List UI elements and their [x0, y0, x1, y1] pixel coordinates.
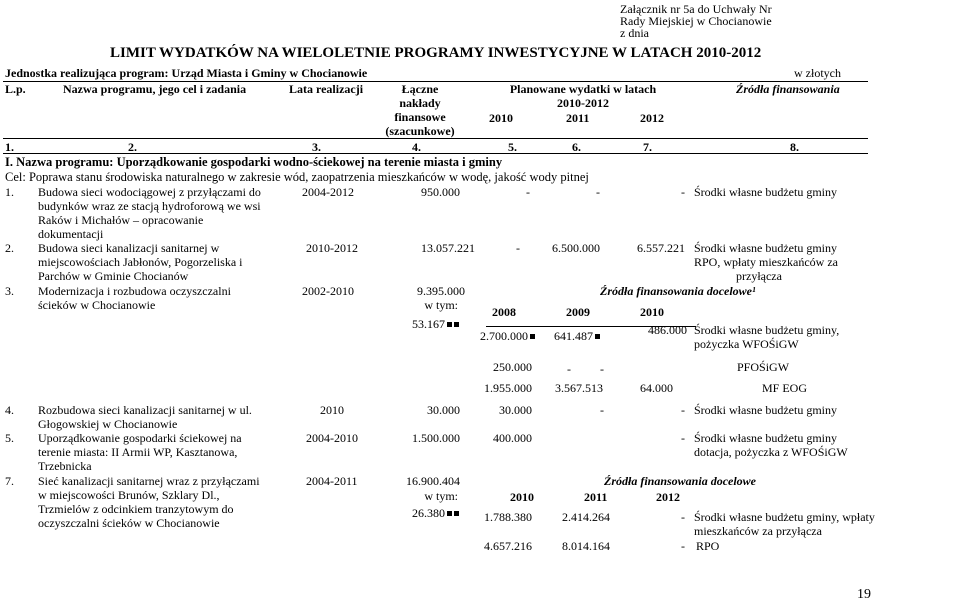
- header-year-2011: 2011: [566, 111, 590, 125]
- col-num-7: 7.: [643, 140, 652, 154]
- header-program-name: Nazwa programu, jego cel i zadania: [63, 82, 247, 96]
- currency-note: w złotych: [794, 66, 841, 80]
- row-source: przyłącza: [736, 269, 782, 283]
- row-years: 2004-2011: [306, 474, 358, 488]
- sub-source: pożyczka WFOŚiGW: [694, 337, 799, 351]
- marker-square-icon: [454, 322, 459, 327]
- row-lp: 3.: [5, 284, 14, 298]
- row-name: Rozbudowa sieci kanalizacji sanitarnej w ul.: [38, 403, 252, 417]
- row-source: Środki własne budżetu gminy: [694, 185, 837, 199]
- row-name: Parchów w Gminie Chocianów: [38, 269, 189, 283]
- annex-line-1: Załącznik nr 5a do Uchwały Nr: [620, 2, 772, 16]
- sub-value: -: [567, 362, 571, 376]
- row-total-sub: 26.380: [412, 506, 459, 520]
- row-2011: 6.500.000: [552, 241, 600, 255]
- row-total: 1.500.000: [412, 431, 460, 445]
- sub-value: 3.567.513: [555, 381, 603, 395]
- row-total: 30.000: [427, 403, 460, 417]
- annex-line-2: Rady Miejskiej w Chocianowie: [620, 14, 772, 28]
- row-years: 2010-2012: [306, 241, 358, 255]
- row-name: Raków i Michałów – opracowanie: [38, 213, 204, 227]
- row-source: RPO, wpłaty mieszkańców za: [694, 255, 838, 269]
- sub-year: 2010: [510, 490, 534, 504]
- marker-square-icon: [447, 511, 452, 516]
- row-2010: 400.000: [493, 431, 532, 445]
- row-2011: -: [600, 403, 604, 417]
- row-years: 2002-2010: [302, 284, 354, 298]
- sub-value: 2.700.000: [480, 329, 535, 343]
- marker-square-icon: [530, 334, 535, 339]
- col-num-8: 8.: [790, 140, 799, 154]
- row-total: 13.057.221: [421, 241, 475, 255]
- sub-value: -: [681, 539, 685, 553]
- header-planned: Planowane wydatki w latach: [509, 82, 657, 96]
- header-total-4: (szacunkowe): [385, 124, 455, 138]
- header-total-3: finansowe: [394, 110, 446, 124]
- row-name: miejscowościach Jabłonów, Pogorzeliska i: [38, 255, 243, 269]
- sub-value: 2.414.264: [562, 510, 610, 524]
- row-name: oczyszczalni ścieków w Chocianowie: [38, 516, 220, 530]
- sub-source: RPO: [696, 539, 720, 553]
- row-name: terenie miasta: II Armii WP, Kasztanowa,: [38, 445, 238, 459]
- rule-header-bottom: [3, 138, 868, 139]
- header-sources: Źródła finansowania: [736, 82, 840, 96]
- row-lp: 5.: [5, 431, 14, 445]
- row-total: 950.000: [421, 185, 460, 199]
- document-title: LIMIT WYDATKÓW NA WIELOLETNIE PROGRAMY INWESTYCYJNE W LATACH 2010-2012: [110, 45, 762, 61]
- header-year-2010: 2010: [489, 111, 513, 125]
- row-total-note: w tym:: [424, 489, 458, 503]
- annex-line-3: z dnia: [620, 26, 649, 40]
- sub-source: Środki własne budżetu gminy,: [694, 323, 840, 337]
- sub-year: 2010: [640, 305, 664, 319]
- row-name: Uporządkowanie gospodarki ściekowej na: [38, 431, 242, 445]
- row-2011: -: [596, 185, 600, 199]
- header-year-2012: 2012: [640, 111, 664, 125]
- sub-value: -: [681, 510, 685, 524]
- col-num-2: 2.: [128, 140, 137, 154]
- row-2012: -: [681, 403, 685, 417]
- row-source: Środki własne budżetu gminy: [694, 241, 837, 255]
- row-name: Budowa sieci kanalizacji sanitarnej w: [38, 241, 220, 255]
- sub-value: 64.000: [640, 381, 673, 395]
- row-2010: 30.000: [499, 403, 532, 417]
- program-name: I. Nazwa programu: Uporządkowanie gospodarki wodno-ściekowej na terenie miasta i gminy: [5, 155, 503, 169]
- sub-source: PFOŚiGW: [737, 360, 790, 374]
- col-num-3: 3.: [312, 140, 321, 154]
- sub-year: 2012: [656, 490, 680, 504]
- row-name: w miejscowości Brunów, Szklary Dl.,: [38, 488, 220, 502]
- col-num-4: 4.: [412, 140, 421, 154]
- sub-source: Środki własne budżetu gminy, wpłaty: [694, 510, 875, 524]
- row-name: Sieć kanalizacji sanitarnej wraz z przyłączami: [38, 474, 260, 488]
- header-total-1: Łączne: [401, 82, 439, 96]
- header-total-2: nakłady: [399, 96, 441, 110]
- row-name: budynków wraz ze stacją hydroforową we wsi: [38, 199, 261, 213]
- marker-square-icon: [595, 334, 600, 339]
- sub-value: 250.000: [493, 360, 532, 374]
- row-years: 2004-2012: [302, 185, 354, 199]
- row-years: 2004-2010: [306, 431, 358, 445]
- sub-value: -: [600, 362, 604, 376]
- sub-source: MF EOG: [762, 381, 808, 395]
- row-total: 16.900.404: [406, 474, 460, 488]
- row-name: Trzebnicka: [38, 459, 92, 473]
- sub-title: Źródła finansowania docelowe: [604, 474, 757, 488]
- col-num-5: 5.: [508, 140, 517, 154]
- row-name: Trzmielów z odcinkiem tranzytowym do: [38, 502, 234, 516]
- sub-year: 2011: [584, 490, 608, 504]
- header-lp: L.p.: [5, 82, 26, 96]
- row-2012: -: [681, 185, 685, 199]
- sub-year: 2009: [566, 305, 590, 319]
- row-name: dokumentacji: [38, 227, 104, 241]
- row-2010: -: [526, 185, 530, 199]
- sub-value: 1.788.380: [484, 510, 532, 524]
- row-source: Środki własne budżetu gminy: [694, 431, 837, 445]
- row-lp: 4.: [5, 403, 14, 417]
- program-goal: Cel: Poprawa stanu środowiska naturalnego w zakresie wód, zaopatrzenia mieszkańców w wodę, jakość wody pitnej: [5, 170, 589, 184]
- row-name: Budowa sieci wodociągowej z przyłączami do: [38, 185, 261, 199]
- sub-source: mieszkańców za przyłącza: [694, 524, 822, 538]
- row-lp: 2.: [5, 241, 14, 255]
- row-lp: 1.: [5, 185, 14, 199]
- row-source: Środki własne budżetu gminy: [694, 403, 837, 417]
- page-number: 19: [857, 587, 871, 602]
- marker-square-icon: [447, 322, 452, 327]
- row-years: 2010: [320, 403, 344, 417]
- sub-value: 486.000: [648, 323, 687, 337]
- sub-title: Źródła finansowania docelowe¹: [600, 284, 756, 298]
- row-total-note: w tym:: [424, 298, 458, 312]
- header-years: Lata realizacji: [289, 82, 364, 96]
- sub-value: 1.955.000: [484, 381, 532, 395]
- sub-value: 641.487: [554, 329, 600, 343]
- col-num-6: 6.: [572, 140, 581, 154]
- row-total: 9.395.000: [417, 284, 465, 298]
- row-name: Głogowskiej w Chocianowie: [38, 417, 178, 431]
- rule-header-top: [3, 81, 868, 82]
- marker-square-icon: [454, 511, 459, 516]
- row-name: ścieków w Chocianowie: [38, 298, 156, 312]
- sub-value: 8.014.164: [562, 539, 610, 553]
- row-2010: -: [516, 241, 520, 255]
- sub-year: 2008: [492, 305, 516, 319]
- rule-col-numbers: [3, 153, 868, 154]
- col-num-1: 1.: [5, 140, 14, 154]
- header-planned-range: 2010-2012: [557, 96, 609, 110]
- row-2012: 6.557.221: [637, 241, 685, 255]
- row-source: dotacja, pożyczka z WFOŚiGW: [694, 445, 848, 459]
- sub-value: 4.657.216: [484, 539, 532, 553]
- row-lp: 7.: [5, 474, 14, 488]
- row-2011: -: [681, 431, 685, 445]
- row-name: Modernizacja i rozbudowa oczyszczalni: [38, 284, 231, 298]
- implementing-unit: Jednostka realizująca program: Urząd Miasta i Gminy w Chocianowie: [5, 66, 368, 80]
- row-total-sub: 53.167: [412, 317, 459, 331]
